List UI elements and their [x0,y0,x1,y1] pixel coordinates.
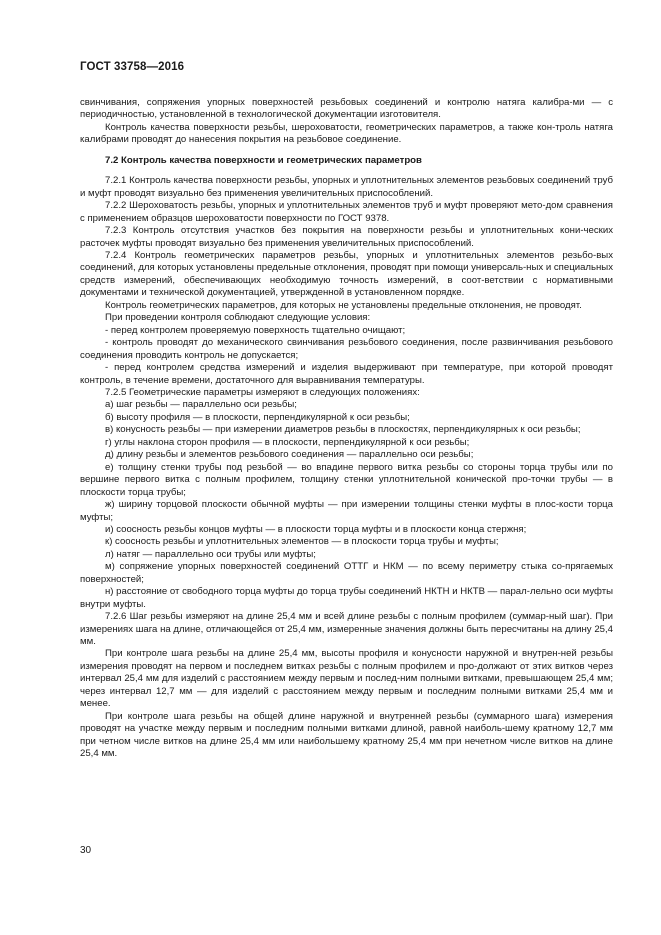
paragraph: При проведении контроля соблюдают следующие условия: [105,312,371,324]
list-item: б) высоту профиля — в плоскости, перпендикулярной к оси резьбы; [105,411,410,423]
list-item: к) соосность резьбы и уплотнительных элементов — в плоскости торца трубы и муфты; [105,536,499,548]
list-item: л) натяг — параллельно оси трубы или муфты; [105,548,316,560]
list-item: г) углы наклона сторон профиля — в плоскости, перпендикулярной к оси резьбы; [105,436,470,448]
list-item: е) толщину стенки трубы под резьбой — во впадине первого витка резьбы со стороны торца трубы или по вершине первого витка с полным профилем, толщину стенки уплотнительной конической про-точки трубы — в плоскости торца трубы; [80,461,613,498]
paragraph: При контроле шага резьбы на общей длине наружной и внутренней резьбы (суммарного шага) измерения проводят на участке между первым и последним полными витками длиной, равной наиболь-шему кратному 12,7 мм при четном числе витков на длине 25,4 мм или наибольшему кратному 25,4 мм при нечетном числе витков на длине 25,4 мм. [80,710,613,760]
list-item: и) соосность резьбы концов муфты — в плоскости торца муфты и в плоскости конца стержня; [105,523,527,535]
paragraph: Контроль геометрических параметров, для которых не установлены предельные отклонения, не проводят. [105,299,582,311]
list-item: д) длину резьбы и элементов резьбового соединения — параллельно оси резьбы; [105,449,474,461]
paragraph: 7.2.4 Контроль геометрических параметров резьбы, упорных и уплотнительных элементов резьбо-вых соединений, для которых установлены предельные отклонения, проводят при помощи универсаль-ных и специальных средств измерений, обеспечивающих необходимую точность измерений, в соот-ветствии с нормативными документами и технической документацией, утвержденной в установленном порядке. [80,249,613,299]
section-heading: 7.2 Контроль качества поверхности и геометрических параметров [105,154,422,166]
list-item: в) конусность резьбы — при измерении диаметров резьбы в плоскостях, перпендикулярных к оси резьбы; [105,424,581,436]
document-body [80,97,613,761]
list-item: - перед контролем средства измерений и изделия выдерживают при температуре, при которой проводят контроль, в течение времени, достаточного для выравнивания температуры. [80,362,613,386]
paragraph: 7.2.2 Шероховатость резьбы, упорных и уплотнительных элементов труб и муфт проверяют мето-дом сравнения с применением образцов шероховатости поверхности по ГОСТ 9378. [80,200,613,224]
list-item: м) сопряжение упорных поверхностей соединений ОТТГ и НКМ — по всему периметру стыка со-прягаемых поверхностей; [80,561,613,585]
paragraph: 7.2.6 Шаг резьбы измеряют на длине 25,4 мм и всей длине резьбы с полным профилем (суммар-ный шаг). При измерениях шага на длине, отличающейся от 25,4 мм, измеренные значения должны быть пересчитаны на длину 25,4 мм. [80,611,613,648]
list-item: - контроль проводят до механического свинчивания резьбового соединения, после развинчивания резьбового соединения проводить контроль не допускается; [80,337,613,361]
list-item: - перед контролем проверяемую поверхность тщательно очищают; [105,324,406,336]
paragraph: 7.2.3 Контроль отсутствия участков без покрытия на поверхности резьбы и уплотнительных кони-ческих расточек муфты проводят визуально без применения увеличительных приспособлений. [80,225,613,249]
page-number: 30 [80,845,92,856]
list-item: а) шаг резьбы — параллельно оси резьбы; [105,399,297,411]
paragraph: 7.2.1 Контроль качества поверхности резьбы, упорных и уплотнительных элементов резьбовых соединений труб и муфт проводят визуально без применения увеличительных приспособлений. [80,175,613,199]
list-item: ж) ширину торцовой плоскости обычной муфты — при измерении толщины стенки муфты в плос-кости торца муфты; [80,499,613,523]
paragraph: Контроль качества поверхности резьбы, шероховатости, геометрических параметров, а также кон-троль натяга калибрами проводят до нанесения покрытия на резьбовое соединение. [80,121,613,146]
document-header: ГОСТ 33758—2016 [80,61,185,73]
list-item: н) расстояние от свободного торца муфты до торца трубы соединений НКТН и НКТВ — парал-лельно оси муфты внутри муфты. [80,586,613,610]
paragraph: При контроле шага резьбы на длине 25,4 мм, высоты профиля и конусности наружной и внутрен-ней резьбы измерения проводят на первом и последнем витках резьбы с полным профилем и про-должают от этих витков через интервал 25,4 мм для изделий с расстоянием между первым и послед-ним полными витками, превышающем 25,4 мм; через интервал 12,7 мм — для изделий с расстоянием между первым и последним полными витками 25,4 мм и менее. [80,648,613,710]
paragraph: 7.2.5 Геометрические параметры измеряют в следующих положениях: [105,386,420,398]
paragraph: свинчивания, сопряжения упорных поверхностей резьбовых соединений и контролю натяга калибра-ми — с периодичностью, установленной в технологической документации изготовителя. [80,97,613,121]
